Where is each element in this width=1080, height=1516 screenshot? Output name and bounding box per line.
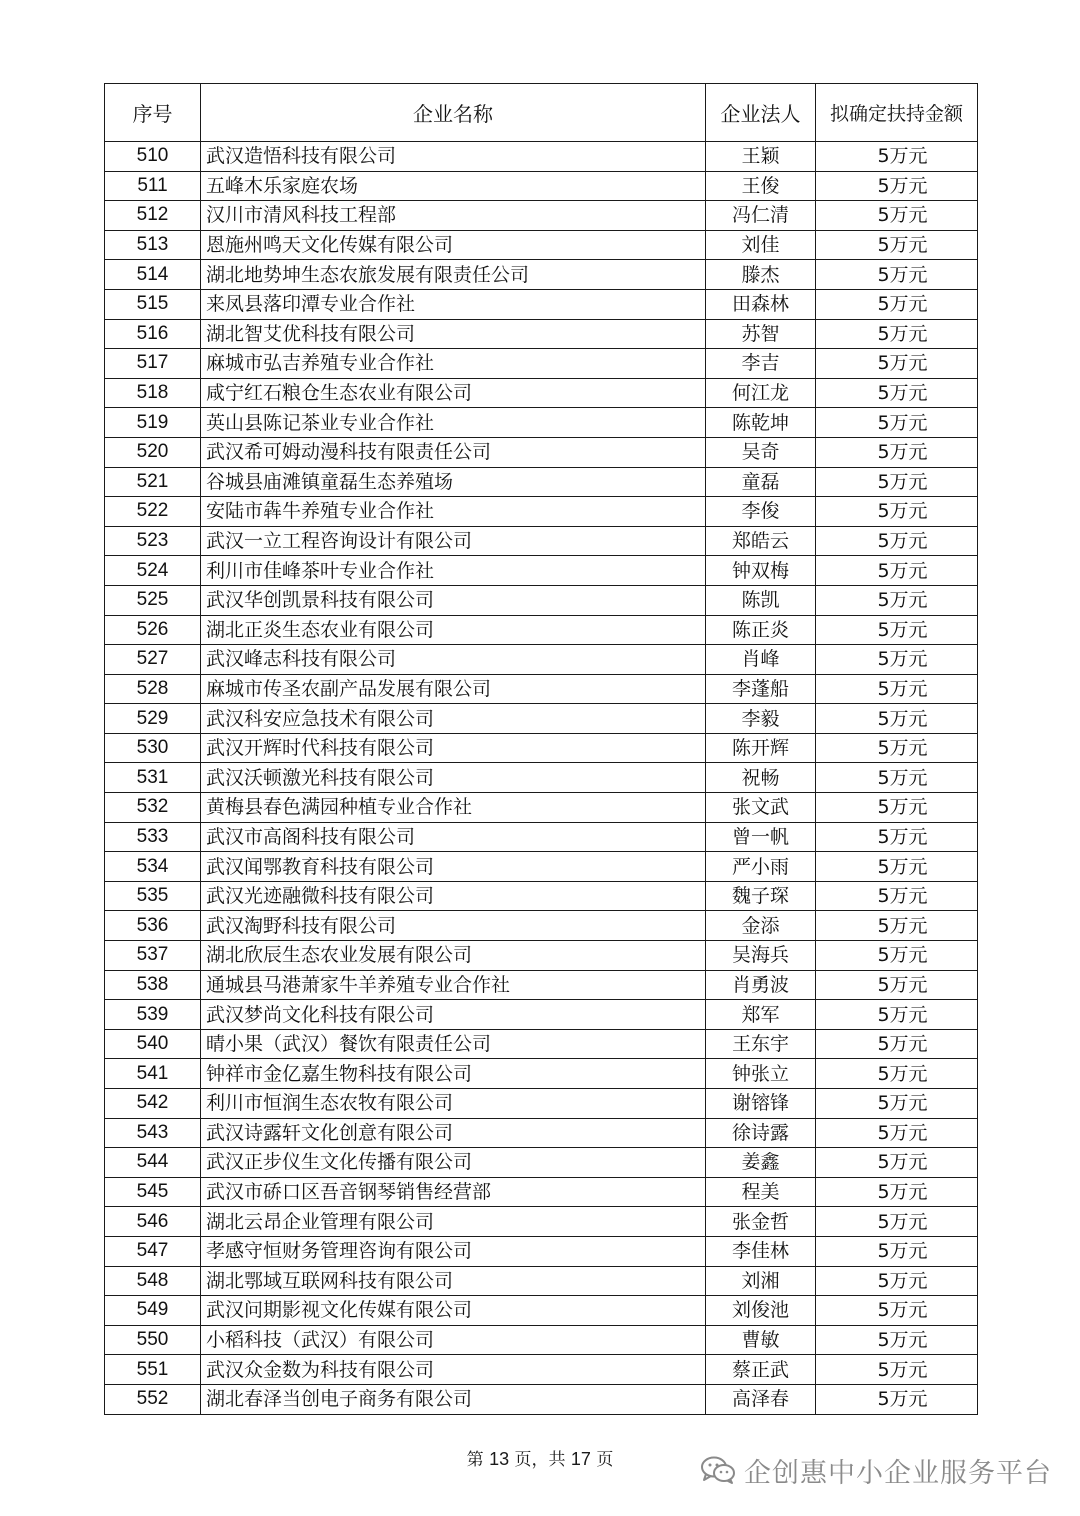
row-number: 522: [105, 497, 201, 527]
table-row: [105, 408, 978, 438]
row-legal-rep: 郑军: [706, 1000, 816, 1030]
row-number: 530: [105, 733, 201, 763]
row-amount: 5万元: [816, 1059, 978, 1089]
row-company-name: 小稻科技（武汉）有限公司: [201, 1325, 706, 1355]
row-amount: 5万元: [816, 378, 978, 408]
page-middle: 页，共: [514, 1450, 566, 1470]
row-amount: 5万元: [816, 408, 978, 438]
row-amount: 5万元: [816, 941, 978, 971]
row-number: 524: [105, 556, 201, 586]
row-number: 552: [105, 1384, 201, 1414]
row-number: 541: [105, 1059, 201, 1089]
row-legal-rep: 祝畅: [706, 763, 816, 793]
table-row: [105, 1000, 978, 1030]
row-amount: 5万元: [816, 349, 978, 379]
table-row: [105, 941, 978, 971]
row-legal-rep: 金添: [706, 911, 816, 941]
row-number: 547: [105, 1236, 201, 1266]
row-legal-rep: 李蓬船: [706, 674, 816, 704]
table-row: [105, 852, 978, 882]
row-company-name: 来凤县落印潭专业合作社: [201, 289, 706, 319]
row-company-name: 武汉诗露轩文化创意有限公司: [201, 1118, 706, 1148]
row-number: 551: [105, 1355, 201, 1385]
row-amount: 5万元: [816, 1207, 978, 1237]
row-amount: 5万元: [816, 793, 978, 823]
row-company-name: 武汉梦尚文化科技有限公司: [201, 1000, 706, 1030]
table-row: [105, 1029, 978, 1059]
row-amount: 5万元: [816, 1266, 978, 1296]
row-number: 535: [105, 881, 201, 911]
row-company-name: 武汉市硚口区吾音钢琴销售经营部: [201, 1177, 706, 1207]
row-legal-rep: 刘湘: [706, 1266, 816, 1296]
row-company-name: 武汉科安应急技术有限公司: [201, 704, 706, 734]
row-legal-rep: 张文武: [706, 793, 816, 823]
row-amount: 5万元: [816, 881, 978, 911]
table-row: [105, 1089, 978, 1119]
row-legal-rep: 曾一帆: [706, 822, 816, 852]
row-company-name: 武汉希可姆动漫科技有限责任公司: [201, 437, 706, 467]
row-amount: 5万元: [816, 467, 978, 497]
row-legal-rep: 田森林: [706, 289, 816, 319]
row-legal-rep: 何江龙: [706, 378, 816, 408]
row-legal-rep: 苏智: [706, 319, 816, 349]
table-row: [105, 260, 978, 290]
table-row: [105, 1207, 978, 1237]
table-row: [105, 289, 978, 319]
row-legal-rep: 谢镕锋: [706, 1089, 816, 1119]
row-company-name: 武汉造悟科技有限公司: [201, 142, 706, 172]
row-company-name: 湖北正炎生态农业有限公司: [201, 615, 706, 645]
row-number: 528: [105, 674, 201, 704]
row-amount: 5万元: [816, 970, 978, 1000]
row-number: 544: [105, 1148, 201, 1178]
header-amount: 拟确定扶持金额: [816, 84, 978, 142]
row-number: 527: [105, 645, 201, 675]
row-legal-rep: 肖峰: [706, 645, 816, 675]
row-amount: 5万元: [816, 1355, 978, 1385]
table-body: [105, 142, 978, 1415]
row-amount: 5万元: [816, 526, 978, 556]
row-company-name: 武汉淘野科技有限公司: [201, 911, 706, 941]
row-legal-rep: 陈开辉: [706, 733, 816, 763]
row-amount: 5万元: [816, 615, 978, 645]
row-amount: 5万元: [816, 822, 978, 852]
row-amount: 5万元: [816, 142, 978, 172]
row-amount: 5万元: [816, 1325, 978, 1355]
row-company-name: 武汉沃顿激光科技有限公司: [201, 763, 706, 793]
page-number: [400, 1445, 680, 1470]
page-prefix: 第: [466, 1450, 484, 1470]
table-row: [105, 763, 978, 793]
row-legal-rep: 李俊: [706, 497, 816, 527]
row-company-name: 武汉闻鄂教育科技有限公司: [201, 852, 706, 882]
row-legal-rep: 刘佳: [706, 230, 816, 260]
row-legal-rep: 郑皓云: [706, 526, 816, 556]
table-header-row: [105, 84, 978, 142]
table-row: [105, 911, 978, 941]
subsidy-table: [104, 83, 978, 1415]
row-company-name: 通城县马港萧家牛羊养殖专业合作社: [201, 970, 706, 1000]
row-legal-rep: 李吉: [706, 349, 816, 379]
row-amount: 5万元: [816, 704, 978, 734]
row-amount: 5万元: [816, 230, 978, 260]
table-row: [105, 142, 978, 172]
table-row: [105, 1236, 978, 1266]
row-number: 533: [105, 822, 201, 852]
wechat-icon: [700, 1455, 736, 1485]
table-row: [105, 556, 978, 586]
row-amount: 5万元: [816, 1148, 978, 1178]
row-number: 519: [105, 408, 201, 438]
table-row: [105, 645, 978, 675]
row-number: 526: [105, 615, 201, 645]
row-number: 529: [105, 704, 201, 734]
page-current: 13: [489, 1449, 510, 1469]
row-legal-rep: 钟张立: [706, 1059, 816, 1089]
row-number: 518: [105, 378, 201, 408]
row-company-name: 安陆市犇牛养殖专业合作社: [201, 497, 706, 527]
row-legal-rep: 童磊: [706, 467, 816, 497]
row-number: 520: [105, 437, 201, 467]
row-company-name: 武汉问期影视文化传媒有限公司: [201, 1296, 706, 1326]
row-number: 545: [105, 1177, 201, 1207]
table-row: [105, 1266, 978, 1296]
row-legal-rep: 严小雨: [706, 852, 816, 882]
row-number: 521: [105, 467, 201, 497]
row-amount: 5万元: [816, 1384, 978, 1414]
row-legal-rep: 王东宇: [706, 1029, 816, 1059]
row-company-name: 汉川市清风科技工程部: [201, 201, 706, 231]
row-legal-rep: 冯仁清: [706, 201, 816, 231]
row-amount: 5万元: [816, 585, 978, 615]
row-amount: 5万元: [816, 260, 978, 290]
table-row: [105, 585, 978, 615]
table-row: [105, 349, 978, 379]
row-amount: 5万元: [816, 733, 978, 763]
row-amount: 5万元: [816, 1177, 978, 1207]
row-company-name: 五峰木乐家庭农场: [201, 171, 706, 201]
row-legal-rep: 钟双梅: [706, 556, 816, 586]
table-row: [105, 1325, 978, 1355]
table-row: [105, 319, 978, 349]
row-amount: 5万元: [816, 674, 978, 704]
header-no: 序号: [105, 84, 201, 142]
row-number: 539: [105, 1000, 201, 1030]
row-number: 514: [105, 260, 201, 290]
row-company-name: 钟祥市金亿嘉生物科技有限公司: [201, 1059, 706, 1089]
row-legal-rep: 张金哲: [706, 1207, 816, 1237]
row-number: 515: [105, 289, 201, 319]
row-legal-rep: 吴奇: [706, 437, 816, 467]
row-number: 550: [105, 1325, 201, 1355]
table-row: [105, 793, 978, 823]
row-number: 537: [105, 941, 201, 971]
row-number: 536: [105, 911, 201, 941]
row-legal-rep: 陈乾坤: [706, 408, 816, 438]
row-number: 516: [105, 319, 201, 349]
row-company-name: 湖北智艾优科技有限公司: [201, 319, 706, 349]
row-company-name: 晴小果（武汉）餐饮有限责任公司: [201, 1029, 706, 1059]
row-legal-rep: 魏子琛: [706, 881, 816, 911]
page-total: 17: [570, 1449, 591, 1469]
row-amount: 5万元: [816, 1118, 978, 1148]
table-row: [105, 1355, 978, 1385]
table-row: [105, 1148, 978, 1178]
row-number: 510: [105, 142, 201, 172]
row-number: 549: [105, 1296, 201, 1326]
row-company-name: 武汉市高阁科技有限公司: [201, 822, 706, 852]
row-legal-rep: 滕杰: [706, 260, 816, 290]
row-legal-rep: 姜鑫: [706, 1148, 816, 1178]
row-company-name: 麻城市传圣农副产品发展有限公司: [201, 674, 706, 704]
row-legal-rep: 吴海兵: [706, 941, 816, 971]
row-number: 532: [105, 793, 201, 823]
row-amount: 5万元: [816, 556, 978, 586]
row-amount: 5万元: [816, 645, 978, 675]
table-row: [105, 733, 978, 763]
watermark-text: 企创惠中小企业服务平台: [744, 1457, 1052, 1489]
row-legal-rep: 李佳林: [706, 1236, 816, 1266]
table-row: [105, 1059, 978, 1089]
row-company-name: 武汉开辉时代科技有限公司: [201, 733, 706, 763]
table-row: [105, 437, 978, 467]
row-number: 543: [105, 1118, 201, 1148]
row-amount: 5万元: [816, 1029, 978, 1059]
row-company-name: 武汉光迹融微科技有限公司: [201, 881, 706, 911]
row-amount: 5万元: [816, 437, 978, 467]
row-amount: 5万元: [816, 201, 978, 231]
table-row: [105, 881, 978, 911]
row-number: 523: [105, 526, 201, 556]
row-legal-rep: 陈凯: [706, 585, 816, 615]
table-row: [105, 230, 978, 260]
row-legal-rep: 高泽春: [706, 1384, 816, 1414]
row-number: 531: [105, 763, 201, 793]
row-company-name: 谷城县庙滩镇童磊生态养殖场: [201, 467, 706, 497]
row-legal-rep: 蔡正武: [706, 1355, 816, 1385]
row-amount: 5万元: [816, 319, 978, 349]
row-company-name: 湖北云昂企业管理有限公司: [201, 1207, 706, 1237]
row-number: 513: [105, 230, 201, 260]
row-amount: 5万元: [816, 497, 978, 527]
row-amount: 5万元: [816, 171, 978, 201]
table-row: [105, 467, 978, 497]
row-legal-rep: 王俊: [706, 171, 816, 201]
row-company-name: 湖北欣辰生态农业发展有限公司: [201, 941, 706, 971]
row-company-name: 武汉正步仪生文化传播有限公司: [201, 1148, 706, 1178]
row-company-name: 湖北春泽当创电子商务有限公司: [201, 1384, 706, 1414]
row-company-name: 武汉一立工程咨询设计有限公司: [201, 526, 706, 556]
table-row: [105, 704, 978, 734]
row-number: 542: [105, 1089, 201, 1119]
table-row: [105, 526, 978, 556]
row-company-name: 麻城市弘吉养殖专业合作社: [201, 349, 706, 379]
row-company-name: 湖北地势坤生态农旅发展有限责任公司: [201, 260, 706, 290]
row-number: 512: [105, 201, 201, 231]
row-company-name: 武汉峰志科技有限公司: [201, 645, 706, 675]
row-company-name: 利川市恒润生态农牧有限公司: [201, 1089, 706, 1119]
row-amount: 5万元: [816, 289, 978, 319]
document-sheet: [104, 83, 977, 1415]
table-row: [105, 171, 978, 201]
table-row: [105, 497, 978, 527]
row-amount: 5万元: [816, 852, 978, 882]
row-amount: 5万元: [816, 911, 978, 941]
row-company-name: 湖北鄂域互联网科技有限公司: [201, 1266, 706, 1296]
table-row: [105, 1118, 978, 1148]
table-row: [105, 1384, 978, 1414]
row-amount: 5万元: [816, 1089, 978, 1119]
page-suffix: 页: [596, 1450, 614, 1470]
watermark: [700, 1450, 1052, 1490]
row-number: 534: [105, 852, 201, 882]
row-number: 548: [105, 1266, 201, 1296]
row-amount: 5万元: [816, 1236, 978, 1266]
row-company-name: 利川市佳峰茶叶专业合作社: [201, 556, 706, 586]
table-row: [105, 674, 978, 704]
row-company-name: 黄梅县春色满园种植专业合作社: [201, 793, 706, 823]
row-company-name: 恩施州鸣天文化传媒有限公司: [201, 230, 706, 260]
table-row: [105, 615, 978, 645]
header-legal-rep: 企业法人: [706, 84, 816, 142]
table-row: [105, 1177, 978, 1207]
table-row: [105, 822, 978, 852]
table-row: [105, 1296, 978, 1326]
row-number: 517: [105, 349, 201, 379]
row-number: 511: [105, 171, 201, 201]
row-company-name: 武汉华创凯景科技有限公司: [201, 585, 706, 615]
row-number: 525: [105, 585, 201, 615]
row-legal-rep: 王颖: [706, 142, 816, 172]
row-legal-rep: 肖勇波: [706, 970, 816, 1000]
row-legal-rep: 徐诗露: [706, 1118, 816, 1148]
row-legal-rep: 曹敏: [706, 1325, 816, 1355]
row-number: 540: [105, 1029, 201, 1059]
row-amount: 5万元: [816, 1296, 978, 1326]
row-legal-rep: 刘俊池: [706, 1296, 816, 1326]
row-legal-rep: 陈正炎: [706, 615, 816, 645]
row-legal-rep: 李毅: [706, 704, 816, 734]
table-row: [105, 378, 978, 408]
row-company-name: 孝感守恒财务管理咨询有限公司: [201, 1236, 706, 1266]
row-number: 546: [105, 1207, 201, 1237]
row-number: 538: [105, 970, 201, 1000]
table-row: [105, 201, 978, 231]
header-company: 企业名称: [201, 84, 706, 142]
table-row: [105, 970, 978, 1000]
row-amount: 5万元: [816, 1000, 978, 1030]
row-company-name: 英山县陈记茶业专业合作社: [201, 408, 706, 438]
row-amount: 5万元: [816, 763, 978, 793]
row-company-name: 武汉众金数为科技有限公司: [201, 1355, 706, 1385]
row-company-name: 咸宁红石粮仓生态农业有限公司: [201, 378, 706, 408]
row-legal-rep: 程美: [706, 1177, 816, 1207]
